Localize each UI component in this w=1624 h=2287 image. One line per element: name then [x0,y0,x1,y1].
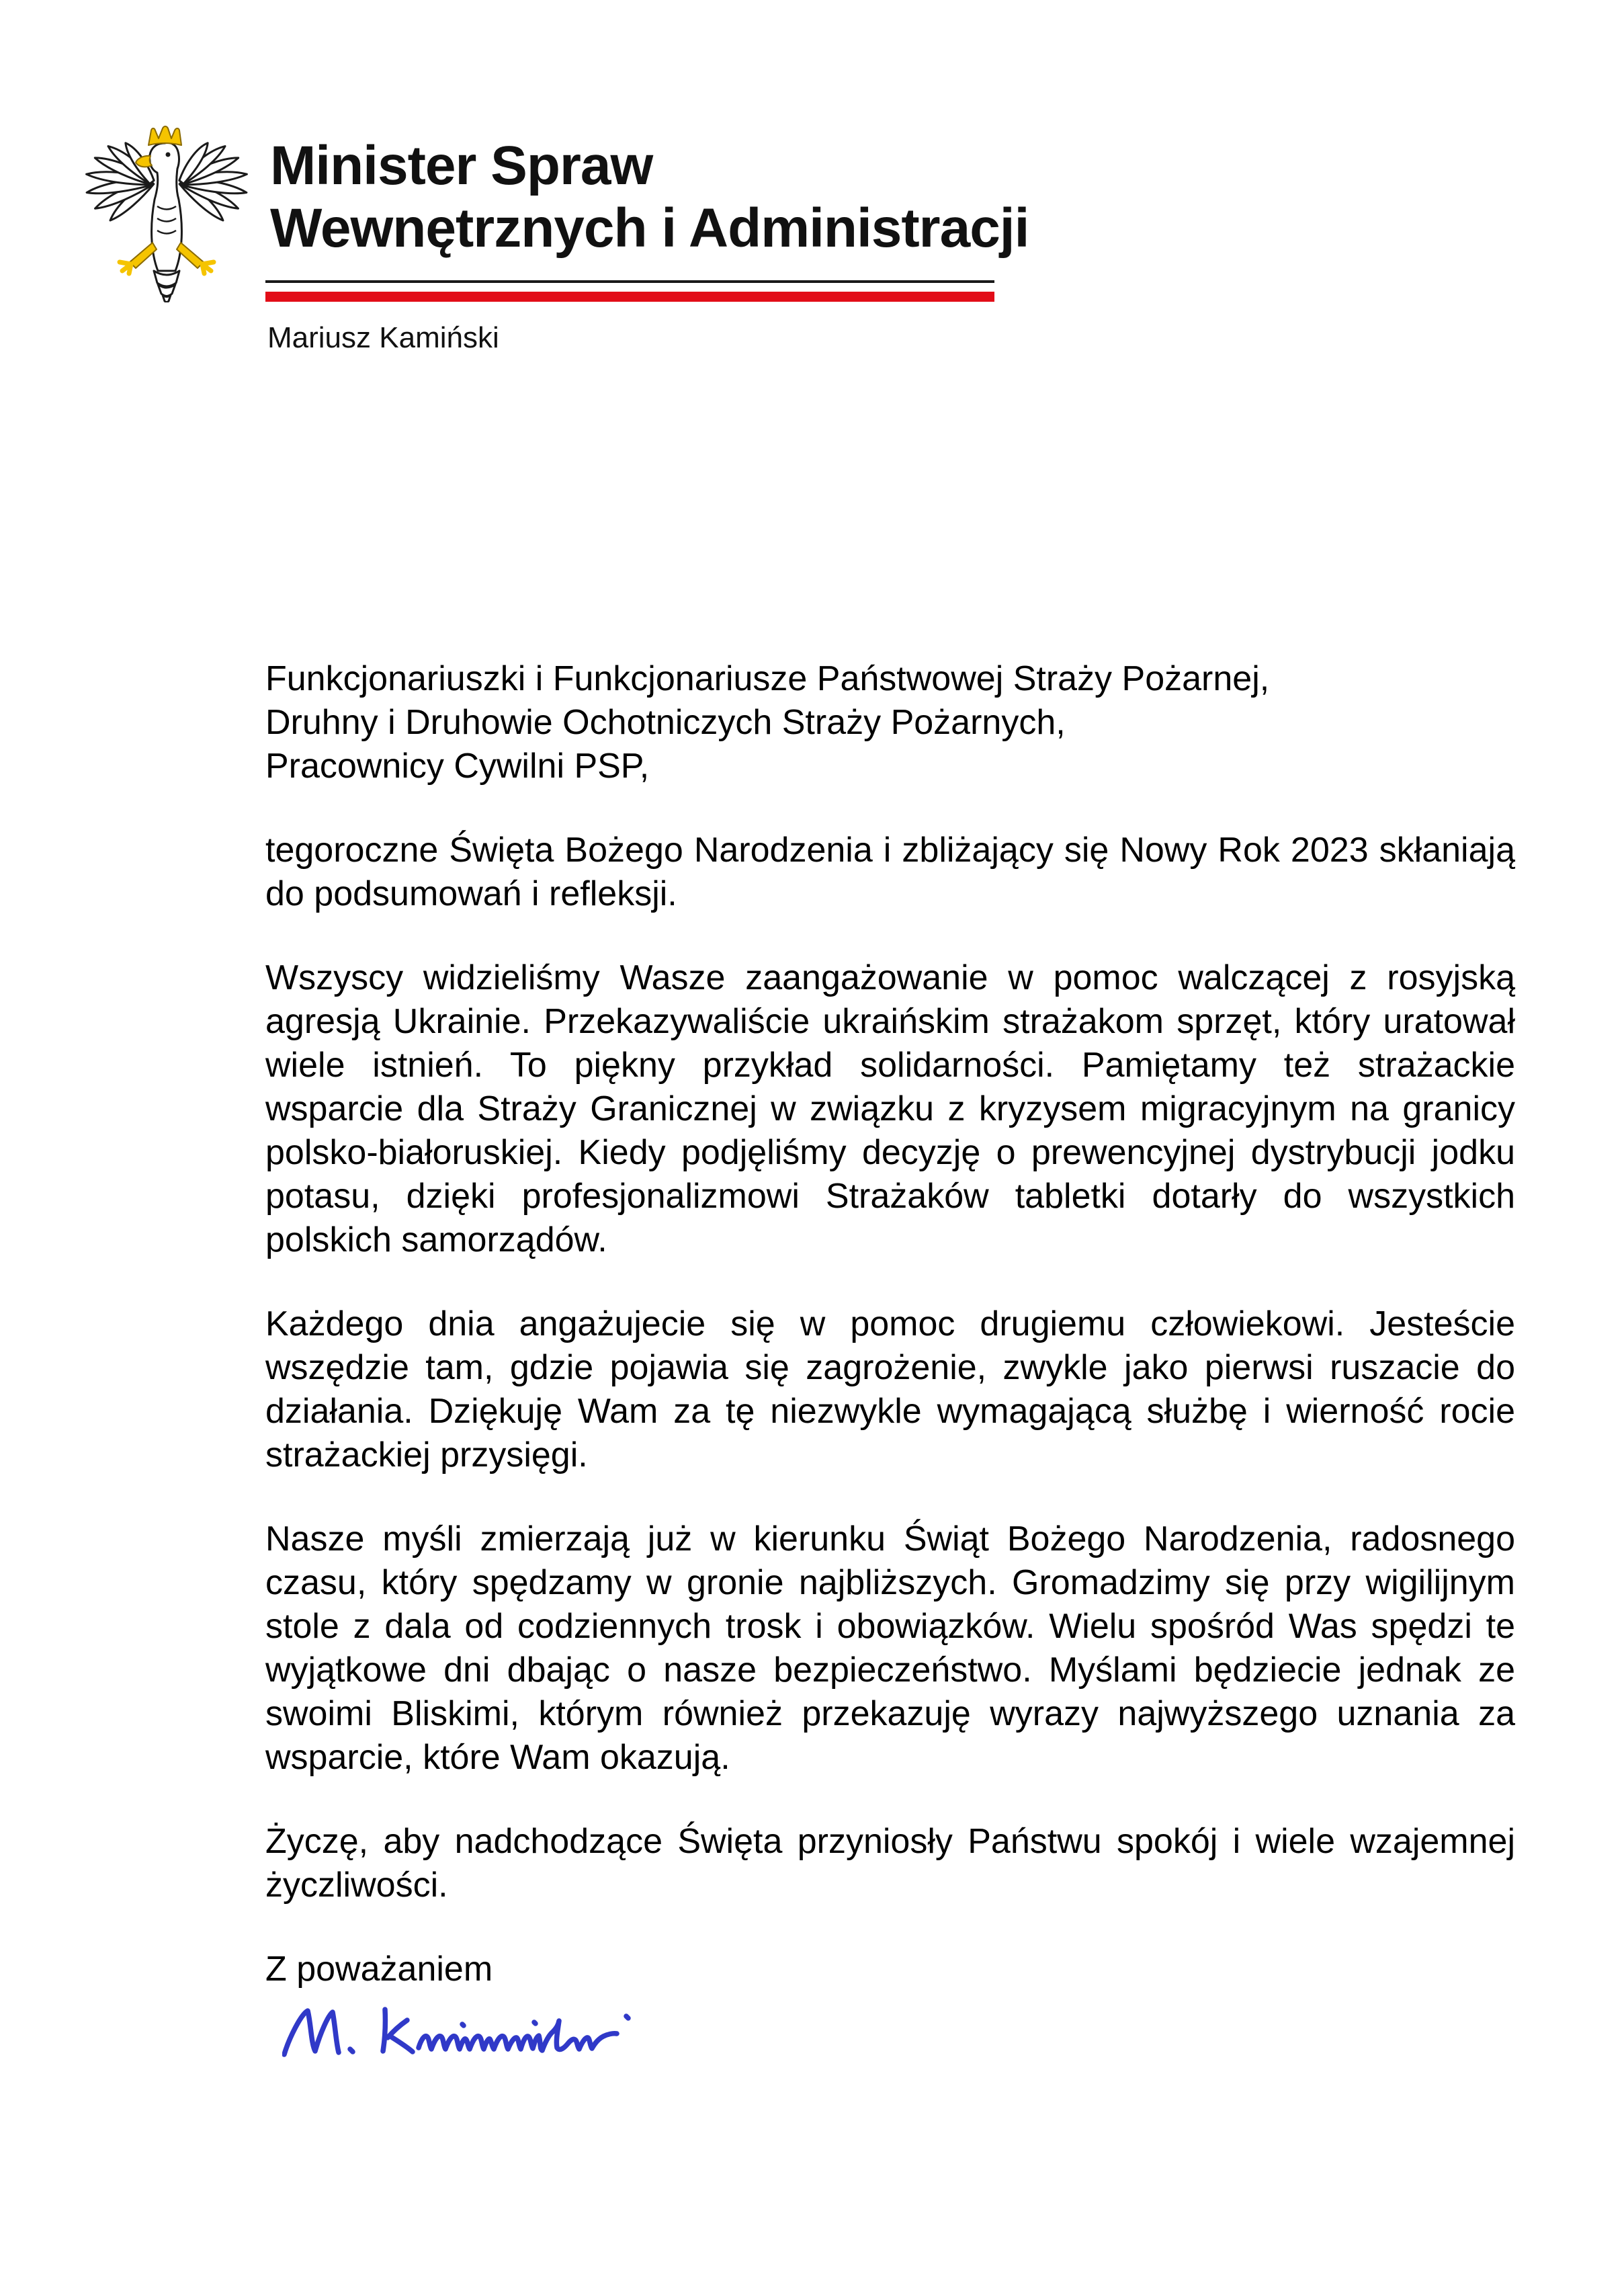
paragraph-3: Każdego dnia angażujecie się w pomoc drugiemu człowiekowi. Jesteście wszędzie tam, gdzie pojawia się zagrożenie, zwykle jako pierwsi ruszacie do działania. Dziękuję Wam za tę niezwykle wymagającą służbę i wierność rocie strażackiej przysięgi. [265,1304,1515,1474]
ministry-title-line2: Wewnętrznych i Administracji [270,198,1029,259]
paragraph-1: tegoroczne Święta Bożego Narodzenia i zbliżający się Nowy Rok 2023 skłaniają do podsumowań i refleksji. [265,831,1515,913]
salutation-line-2: Druhny i Druhowie Ochotniczych Straży Pożarnych, [265,703,1066,742]
ministry-title-line1: Minister Spraw [270,135,653,196]
salutation-block [265,657,1515,788]
handwritten-signature [282,2006,638,2068]
paragraph-5: Życzę, aby nadchodzące Święta przyniosły Państwu spokój i wiele wzajemnej życzliwości. [265,1822,1515,1905]
eagle-eye [166,153,171,157]
ministry-title [270,134,1029,259]
divider-red-line [265,292,994,302]
coat-of-arms-eagle-icon [83,124,251,302]
letter-body [265,657,1515,2068]
divider-black-line [265,280,994,283]
closing-phrase: Z poważaniem [265,1950,493,1989]
paragraph-2: Wszyscy widzieliśmy Wasze zaangażowanie w pomoc walczącej z rosyjską agresją Ukrainie. Przekazywaliście ukraińskim strażakom sprzęt, który uratował wiele istnień. To piękny przykład solidarności. Pamiętamy też strażackie wsparcie dla Straży Granicznej w związku z kryzysem migracyjnym na granicy polsko-białoruskiej. Kiedy podjęliśmy decyzję o prewencyjnej dystrybucji jodku potasu, dzięki profesjonalizmowi Strażaków tabletki dotarły do wszystkich polskich samorządów. [265,958,1515,1259]
minister-name: Mariusz Kamiński [267,321,499,354]
salutation-line-3: Pracownicy Cywilni PSP, [265,747,650,786]
salutation-line-1: Funkcjonariuszki i Funkcjonariusze Państwowej Straży Pożarnej, [265,659,1270,698]
paragraph-4: Nasze myśli zmierzają już w kierunku Świąt Bożego Narodzenia, radosnego czasu, który spędzamy w gronie najbliższych. Gromadzimy się przy wigilijnym stole z dala od codziennych trosk i obowiązków. Wielu spośród Was spędzi te wyjątkowe dni dbając o nasze bezpieczeństwo. Myślami będziecie jednak ze swoimi Bliskimi, którym również przekazuję wyrazy najwyższego uznania za wsparcie, które Wam okazują. [265,1520,1515,1777]
